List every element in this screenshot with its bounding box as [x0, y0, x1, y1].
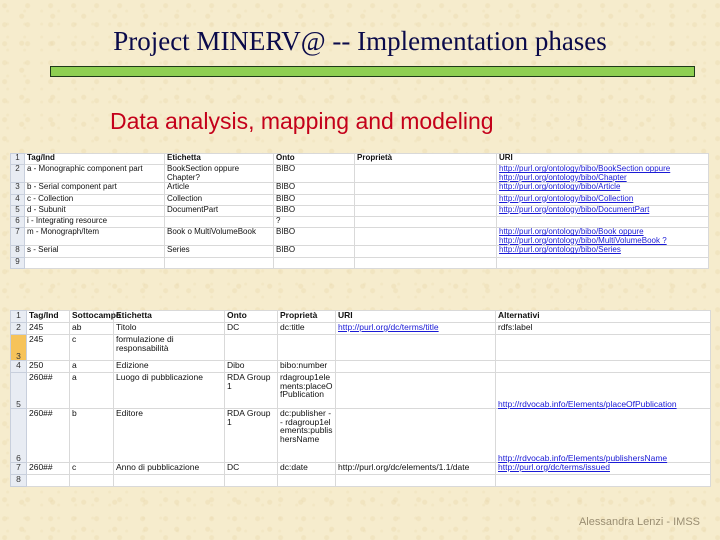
header-cell: Etichetta — [114, 311, 225, 323]
cell: d - Subunit — [25, 205, 165, 216]
cell: c — [70, 463, 114, 475]
table-row — [11, 323, 711, 335]
table-row — [11, 463, 711, 475]
table-row — [11, 361, 711, 373]
uri-link[interactable]: http://purl.org/ontology/bibo/BookSection oppure http://purl.org/ontology/bibo/Chapter — [497, 165, 709, 183]
cell — [355, 257, 497, 268]
row-number-selected: 3 — [11, 335, 27, 361]
cell — [225, 475, 278, 487]
header-cell: URI — [336, 311, 496, 323]
cell — [336, 373, 496, 409]
header-cell: Proprietà — [278, 311, 336, 323]
header-cell: Tag/Ind — [27, 311, 70, 323]
cell — [165, 257, 274, 268]
cell — [497, 217, 709, 228]
cell — [114, 475, 225, 487]
cell: 250 — [27, 361, 70, 373]
cell — [336, 409, 496, 463]
cell: a — [70, 373, 114, 409]
cell — [25, 257, 165, 268]
slide-footer-author: Alessandra Lenzi - IMSS — [578, 516, 700, 528]
cell: DC — [225, 463, 278, 475]
row-number: 6 — [11, 409, 27, 463]
uri-link[interactable]: http://purl.org/ontology/bibo/Series — [497, 246, 709, 257]
cell — [274, 257, 355, 268]
cell — [336, 361, 496, 373]
table-row — [11, 183, 709, 194]
table-row — [11, 409, 711, 463]
cell: BIBO — [274, 183, 355, 194]
cell: 260## — [27, 463, 70, 475]
row-number: 1 — [11, 154, 25, 165]
cell: Article — [165, 183, 274, 194]
header-cell: Alternativi — [496, 311, 711, 323]
spreadsheet-leader-mapping — [10, 153, 709, 269]
cell — [355, 228, 497, 246]
cell: Book o MultiVolumeBook — [165, 228, 274, 246]
cell: 260## — [27, 373, 70, 409]
row-number: 7 — [11, 463, 27, 475]
cell: dc:publisher -- rdagroup1elements:publishersName — [278, 409, 336, 463]
header-cell: Onto — [225, 311, 278, 323]
row-number: 8 — [11, 475, 27, 487]
header-cell: Etichetta — [165, 154, 274, 165]
table-row — [11, 154, 709, 165]
uri-link[interactable]: http://purl.org/dc/terms/issued — [496, 463, 711, 475]
cell — [165, 217, 274, 228]
table-row — [11, 217, 709, 228]
table-row — [11, 205, 709, 216]
cell: DocumentPart — [165, 205, 274, 216]
header-cell: Proprietà — [355, 154, 497, 165]
uri-link[interactable]: http://purl.org/ontology/bibo/Article — [497, 183, 709, 194]
cell — [497, 257, 709, 268]
uri-link[interactable]: http://rdvocab.info/Elements/placeOfPublication — [496, 373, 711, 409]
cell: 245 — [27, 323, 70, 335]
row-number: 4 — [11, 361, 27, 373]
cell — [278, 475, 336, 487]
cell: i - Integrating resource — [25, 217, 165, 228]
row-number: 3 — [11, 183, 25, 194]
row-number: 2 — [11, 323, 27, 335]
slide-title: Project MINERV@ -- Implementation phases — [113, 26, 607, 56]
cell: BIBO — [274, 228, 355, 246]
uri-link[interactable]: http://purl.org/ontology/bibo/Collection — [497, 194, 709, 205]
table-row — [11, 257, 709, 268]
row-number: 5 — [11, 205, 25, 216]
cell: BIBO — [274, 165, 355, 183]
cell: s - Serial — [25, 246, 165, 257]
cell — [27, 475, 70, 487]
cell — [225, 335, 278, 361]
row-number: 9 — [11, 257, 25, 268]
cell — [355, 165, 497, 183]
cell — [355, 217, 497, 228]
header-cell: Sottocampo — [70, 311, 114, 323]
cell: Collection — [165, 194, 274, 205]
cell: formulazione di responsabilità — [114, 335, 225, 361]
cell — [496, 475, 711, 487]
row-number: 5 — [11, 373, 27, 409]
cell — [70, 475, 114, 487]
cell: BIBO — [274, 246, 355, 257]
cell: http://purl.org/dc/elements/1.1/date — [336, 463, 496, 475]
uri-link[interactable]: http://rdvocab.info/Elements/publishersName — [496, 409, 711, 463]
cell: 260## — [27, 409, 70, 463]
table-row — [11, 311, 711, 323]
cell: Anno di pubblicazione — [114, 463, 225, 475]
table-row — [11, 246, 709, 257]
cell: ? — [274, 217, 355, 228]
header-cell: Onto — [274, 154, 355, 165]
table-row — [11, 373, 711, 409]
row-number: 7 — [11, 228, 25, 246]
cell — [355, 183, 497, 194]
spreadsheet-field-mapping — [10, 310, 711, 487]
cell: b - Serial component part — [25, 183, 165, 194]
cell: Series — [165, 246, 274, 257]
cell: 245 — [27, 335, 70, 361]
row-number: 2 — [11, 165, 25, 183]
cell: rdagroup1elements:placeOfPublication — [278, 373, 336, 409]
cell — [355, 205, 497, 216]
cell — [336, 475, 496, 487]
cell: dc:title — [278, 323, 336, 335]
table-row — [11, 475, 711, 487]
title-underline-bar — [50, 66, 695, 77]
cell: c - Collection — [25, 194, 165, 205]
cell: Titolo — [114, 323, 225, 335]
slide-subtitle: Data analysis, mapping and modeling — [110, 108, 494, 134]
cell — [355, 194, 497, 205]
cell: a - Monographic component part — [25, 165, 165, 183]
uri-link[interactable]: http://purl.org/dc/terms/title — [336, 323, 496, 335]
table-row — [11, 228, 709, 246]
cell: Edizione — [114, 361, 225, 373]
cell: ab — [70, 323, 114, 335]
cell: c — [70, 335, 114, 361]
cell: dc:date — [278, 463, 336, 475]
cell: Luogo di pubblicazione — [114, 373, 225, 409]
cell: RDA Group 1 — [225, 373, 278, 409]
header-cell: Tag/Ind — [25, 154, 165, 165]
cell: Dibo — [225, 361, 278, 373]
row-number: 6 — [11, 217, 25, 228]
uri-link[interactable]: http://purl.org/ontology/bibo/DocumentPart — [497, 205, 709, 216]
cell — [496, 335, 711, 361]
cell: b — [70, 409, 114, 463]
cell: m - Monograph/Item — [25, 228, 165, 246]
row-number: 8 — [11, 246, 25, 257]
cell: rdfs:label — [496, 323, 711, 335]
table-row — [11, 335, 711, 361]
row-number: 4 — [11, 194, 25, 205]
table-row — [11, 194, 709, 205]
cell: bibo:number — [278, 361, 336, 373]
cell: DC — [225, 323, 278, 335]
cell: BookSection oppure Chapter? — [165, 165, 274, 183]
cell — [355, 246, 497, 257]
table-row — [11, 165, 709, 183]
cell: a — [70, 361, 114, 373]
cell — [496, 361, 711, 373]
cell: Editore — [114, 409, 225, 463]
cell — [278, 335, 336, 361]
row-number: 1 — [11, 311, 27, 323]
uri-link[interactable]: http://purl.org/ontology/bibo/Book oppure http://purl.org/ontology/bibo/MultiVolumeBook ? — [497, 228, 709, 246]
header-cell: URI — [497, 154, 709, 165]
cell: BIBO — [274, 205, 355, 216]
cell — [336, 335, 496, 361]
cell: BIBO — [274, 194, 355, 205]
cell: RDA Group 1 — [225, 409, 278, 463]
